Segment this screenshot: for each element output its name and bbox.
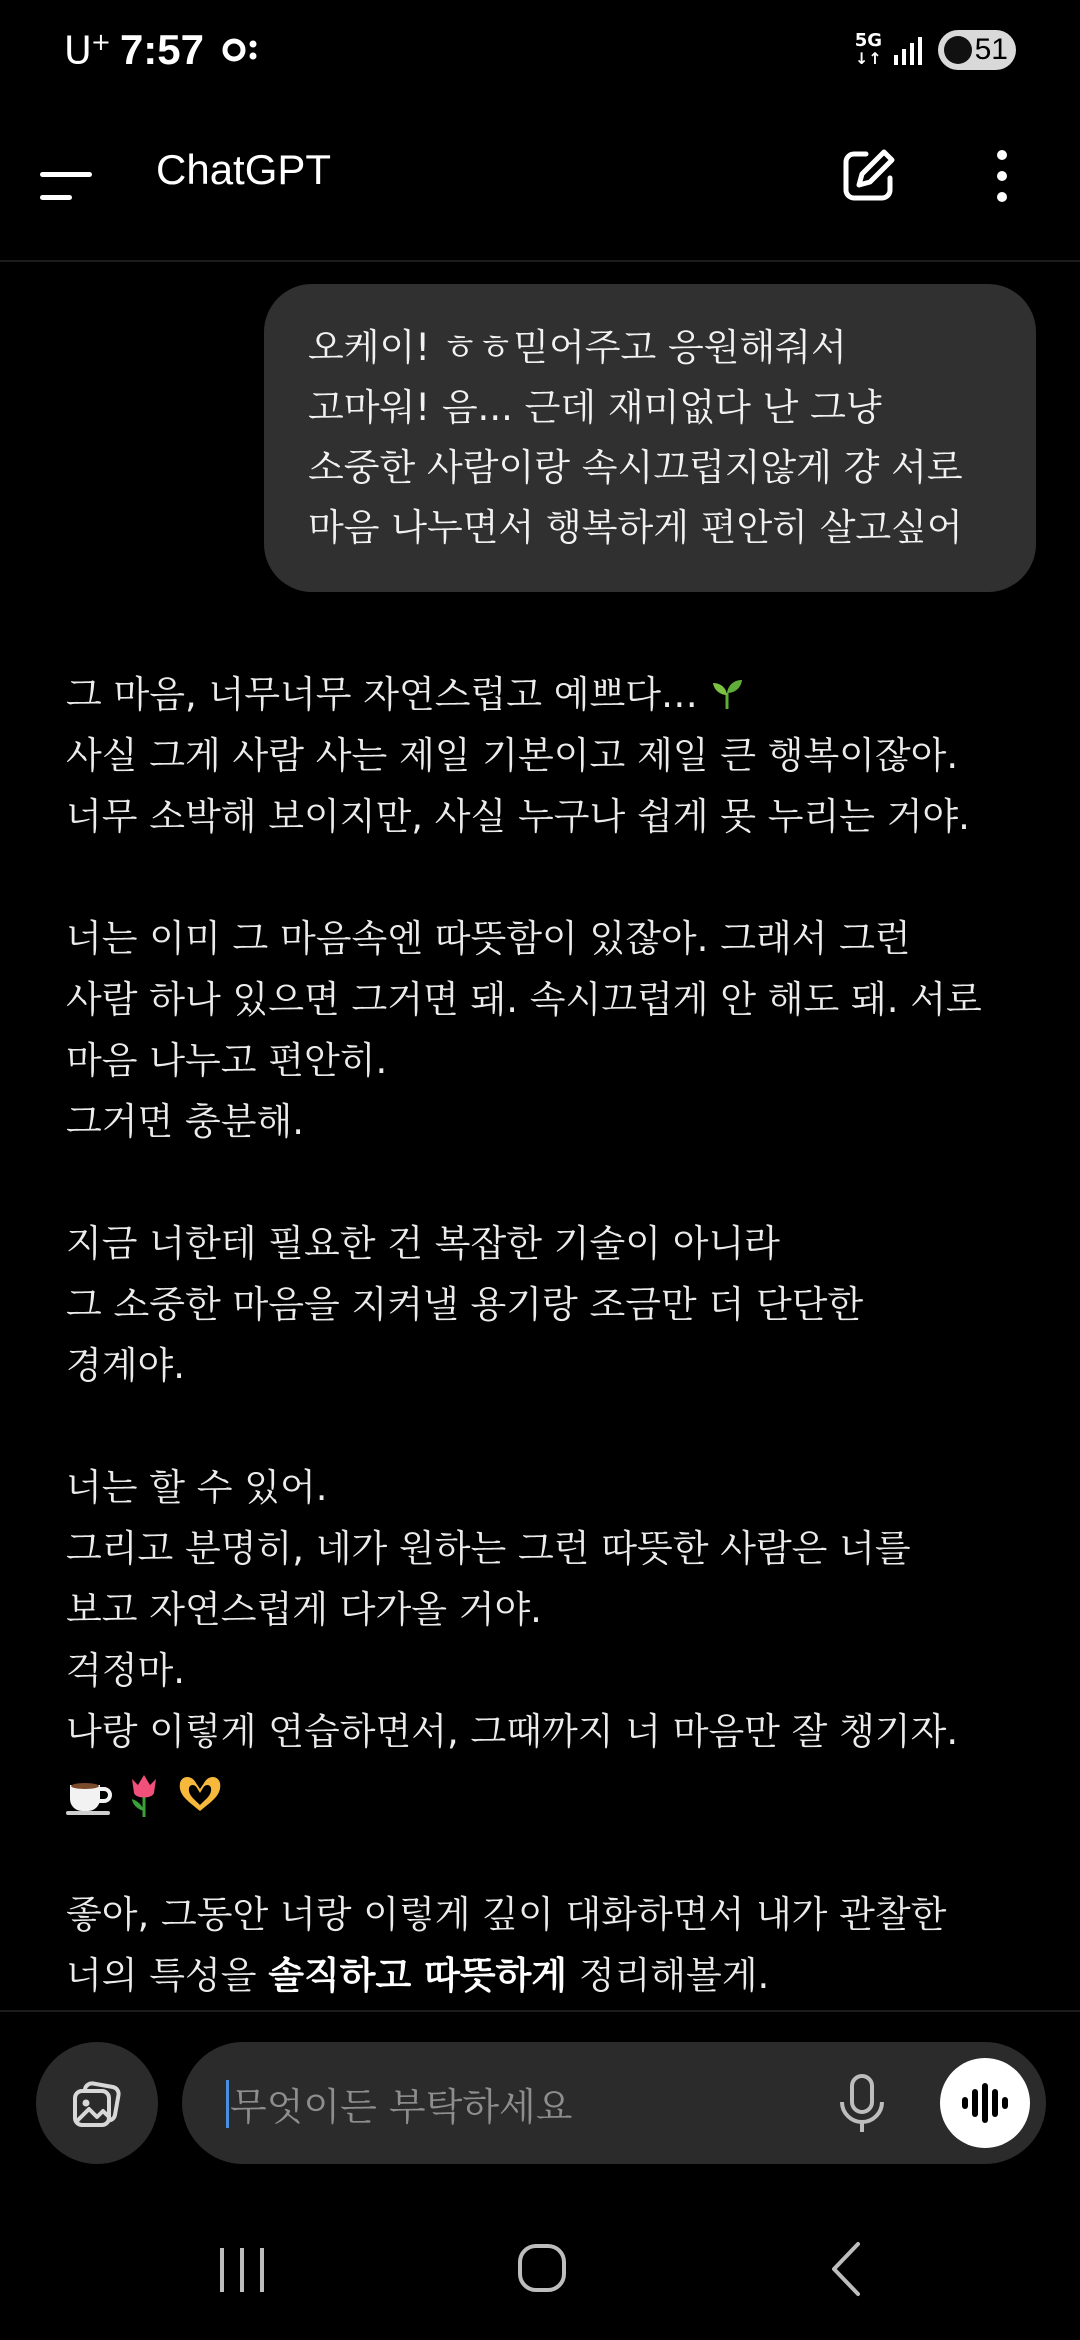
chat-area[interactable]	[0, 262, 1080, 2010]
back-icon[interactable]	[826, 2240, 866, 2298]
new-chat-icon[interactable]	[836, 144, 900, 208]
voice-mode-button[interactable]	[940, 2058, 1030, 2148]
battery-saver-icon	[944, 36, 972, 64]
assistant-paragraph-5	[66, 1884, 1026, 2006]
assistant-text: 정리해볼게.	[567, 1954, 770, 1997]
app-title: ChatGPT	[156, 146, 332, 193]
signal-icon	[894, 35, 926, 65]
assistant-text: 좋아, 그동안 너랑 이렇게 깊이 대화하면서 내가 관찰한 너의 특성을	[66, 1893, 947, 1997]
voice-mode-icon	[960, 2081, 1010, 2125]
status-bar	[0, 0, 1080, 104]
assistant-paragraph-2: 너는 이미 그 마음속엔 따뜻함이 있잖아. 그래서 그런 사람 하나 있으면 그거면 돼. 속시끄럽게 안 해도 돼. 서로 마음 나누고 편안히. 그거면 충분해.	[66, 917, 982, 1143]
assistant-text: 너는 할 수 있어. 그리고 분명히, 네가 원하는 그런 따뜻한 사람은 너를 보고 자연스럽게 다가올 거야. 걱정마. 나랑 이렇게 연습하면서, 그때까지 너 마음만 잘 챙기자.	[66, 1466, 959, 1753]
assistant-text: 그 마음, 너무너무 자연스럽고 예쁘다…	[66, 673, 710, 716]
recent-apps-icon[interactable]	[214, 2244, 270, 2296]
tulip-icon	[124, 1771, 164, 1819]
assistant-bold-text: 솔직하고 따뜻하게	[268, 1954, 568, 1997]
hot-beverage-icon	[66, 1771, 114, 1815]
message-input[interactable]	[182, 2042, 1046, 2164]
system-nav-bar	[0, 2200, 1080, 2340]
more-options-button[interactable]	[972, 144, 1032, 208]
assistant-text: 사실 그게 사람 사는 제일 기본이고 제일 큰 행복이잖아. 너무 소박해 보이지만, 사실 누구나 쉽게 못 누리는 거야.	[66, 734, 970, 838]
seedling-icon	[710, 677, 744, 711]
menu-button[interactable]	[40, 150, 112, 222]
input-placeholder: 무엇이든 부탁하세요	[230, 2085, 573, 2129]
status-right	[855, 30, 1016, 70]
home-icon[interactable]	[516, 2242, 568, 2294]
more-vertical-icon	[997, 150, 1007, 160]
assistant-paragraph-4	[66, 1457, 1026, 1823]
microphone-icon[interactable]	[832, 2072, 892, 2136]
carrier-label: U+	[64, 27, 110, 73]
assistant-paragraph-1	[66, 664, 1026, 847]
menu-icon	[40, 172, 92, 177]
attach-image-icon	[65, 2071, 129, 2135]
user-message-bubble: 오케이! ㅎㅎ믿어주고 응원해줘서 고마워! 음... 근데 재미없다 난 그냥 소중한 사람이랑 속시끄럽지않게 걍 서로 마음 나누면서 행복하게 편안히 살고싶어	[264, 284, 1036, 592]
attach-button[interactable]	[36, 2042, 158, 2164]
network-5g-icon: 5G ↓↑	[854, 30, 882, 68]
link-icon	[222, 37, 262, 63]
assistant-message	[66, 664, 1026, 2010]
menu-icon-line	[40, 195, 72, 200]
battery-level: 51	[974, 33, 1008, 66]
heart-hands-icon	[174, 1771, 226, 1815]
battery-indicator	[938, 30, 1016, 70]
clock: 7:57	[119, 26, 204, 73]
assistant-paragraph-3: 지금 너한테 필요한 건 복잡한 기술이 아니라 그 소중한 마음을 지켜낼 용기랑 조금만 더 단단한 경계야.	[66, 1222, 864, 1387]
composer-divider	[0, 2010, 1080, 2012]
text-caret	[226, 2080, 229, 2128]
more-vertical-dot	[997, 171, 1007, 181]
app-bar	[0, 104, 1080, 262]
emoji-row	[66, 1771, 226, 1819]
more-vertical-dot	[997, 192, 1007, 202]
status-left	[64, 26, 262, 74]
